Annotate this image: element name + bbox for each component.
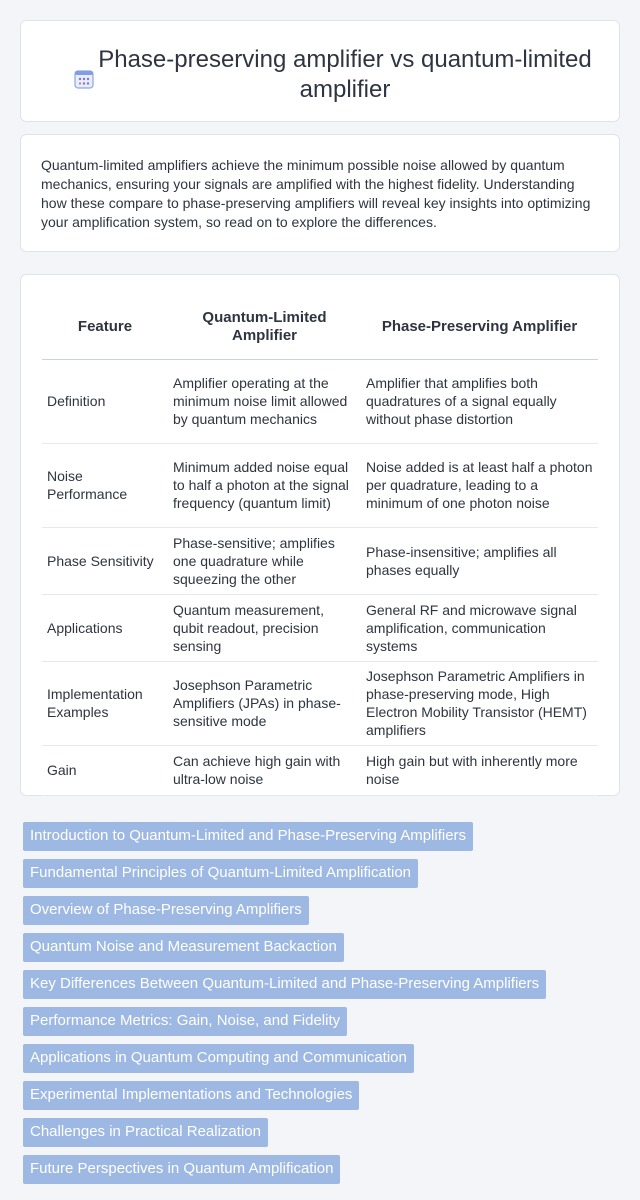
table-row — [42, 745, 598, 795]
table-row — [42, 527, 598, 594]
header-feature: Feature — [42, 295, 168, 359]
intro-paragraph: Quantum-limited amplifiers achieve the minimum possible noise allowed by quantum mechanics, ensuring your signals are amplified with the highest fidelity. Understanding how these compare to phase-preserving amplifiers will reveal key insights into optimizing your amplification system, so read on to explore the differences. — [41, 157, 591, 230]
table-of-contents — [23, 822, 603, 1192]
comparison-table — [42, 295, 598, 796]
toc-link-applications[interactable]: Applications in Quantum Computing and Communication — [23, 1044, 414, 1073]
phase-preserving-cell: Josephson Parametric Amplifiers in phase-preserving mode, High Electron Mobility Transistor (HEMT) amplifiers — [361, 661, 598, 745]
toc-link-future-perspectives[interactable]: Future Perspectives in Quantum Amplification — [23, 1155, 340, 1184]
feature-cell: Applications — [42, 594, 168, 661]
header-phase-preserving: Phase-Preserving Amplifier — [361, 295, 598, 359]
table-row — [42, 594, 598, 661]
quantum-limited-cell: Quantum measurement, qubit readout, precision sensing — [168, 594, 361, 661]
feature-cell: Phase Sensitivity — [42, 527, 168, 594]
feature-cell: Gain — [42, 745, 168, 795]
phase-preserving-cell: High gain but with inherently more noise — [361, 745, 598, 795]
table-row — [42, 661, 598, 745]
toc-link-quantum-noise[interactable]: Quantum Noise and Measurement Backaction — [23, 933, 344, 962]
table-row — [42, 359, 598, 443]
toc-link-fundamental-principles[interactable]: Fundamental Principles of Quantum-Limited Amplification — [23, 859, 418, 888]
phase-preserving-cell: General RF and microwave signal amplification, communication systems — [361, 594, 598, 661]
feature-cell: Implementation Examples — [42, 661, 168, 745]
quantum-limited-cell: Amplifier operating at the minimum noise limit allowed by quantum mechanics — [168, 359, 361, 443]
toc-link-introduction[interactable]: Introduction to Quantum-Limited and Phase-Preserving Amplifiers — [23, 822, 473, 851]
table-header-row — [42, 295, 598, 359]
header-quantum-limited: Quantum-Limited Amplifier — [168, 295, 361, 359]
phase-preserving-cell: Noise added is at least half a photon per quadrature, leading to a minimum of one photon noise — [361, 443, 598, 527]
quantum-limited-cell: Josephson Parametric Amplifiers (JPAs) in phase-sensitive mode — [168, 661, 361, 745]
phase-preserving-cell: Phase-insensitive; amplifies all phases equally — [361, 527, 598, 594]
table-row — [42, 443, 598, 527]
toc-link-experimental-implementations[interactable]: Experimental Implementations and Technologies — [23, 1081, 359, 1110]
comparison-table-card — [20, 274, 620, 796]
toc-link-challenges[interactable]: Challenges in Practical Realization — [23, 1118, 268, 1147]
page-title: Phase-preserving amplifier vs quantum-limited amplifier — [98, 46, 592, 103]
quantum-limited-cell: Can achieve high gain with ultra-low noise — [168, 745, 361, 795]
intro-card — [20, 134, 620, 252]
toc-link-overview-phase-preserving[interactable]: Overview of Phase-Preserving Amplifiers — [23, 896, 309, 925]
phase-preserving-cell: Amplifier that amplifies both quadratures of a signal equally without phase distortion — [361, 359, 598, 443]
toc-link-performance-metrics[interactable]: Performance Metrics: Gain, Noise, and Fidelity — [23, 1007, 347, 1036]
feature-cell: Noise Performance — [42, 443, 168, 527]
title-card — [20, 20, 620, 122]
feature-cell: Definition — [42, 359, 168, 443]
quantum-limited-cell: Phase-sensitive; amplifies one quadrature while squeezing the other — [168, 527, 361, 594]
quantum-limited-cell: Minimum added noise equal to half a photon at the signal frequency (quantum limit) — [168, 443, 361, 527]
toc-link-key-differences[interactable]: Key Differences Between Quantum-Limited and Phase-Preserving Amplifiers — [23, 970, 546, 999]
